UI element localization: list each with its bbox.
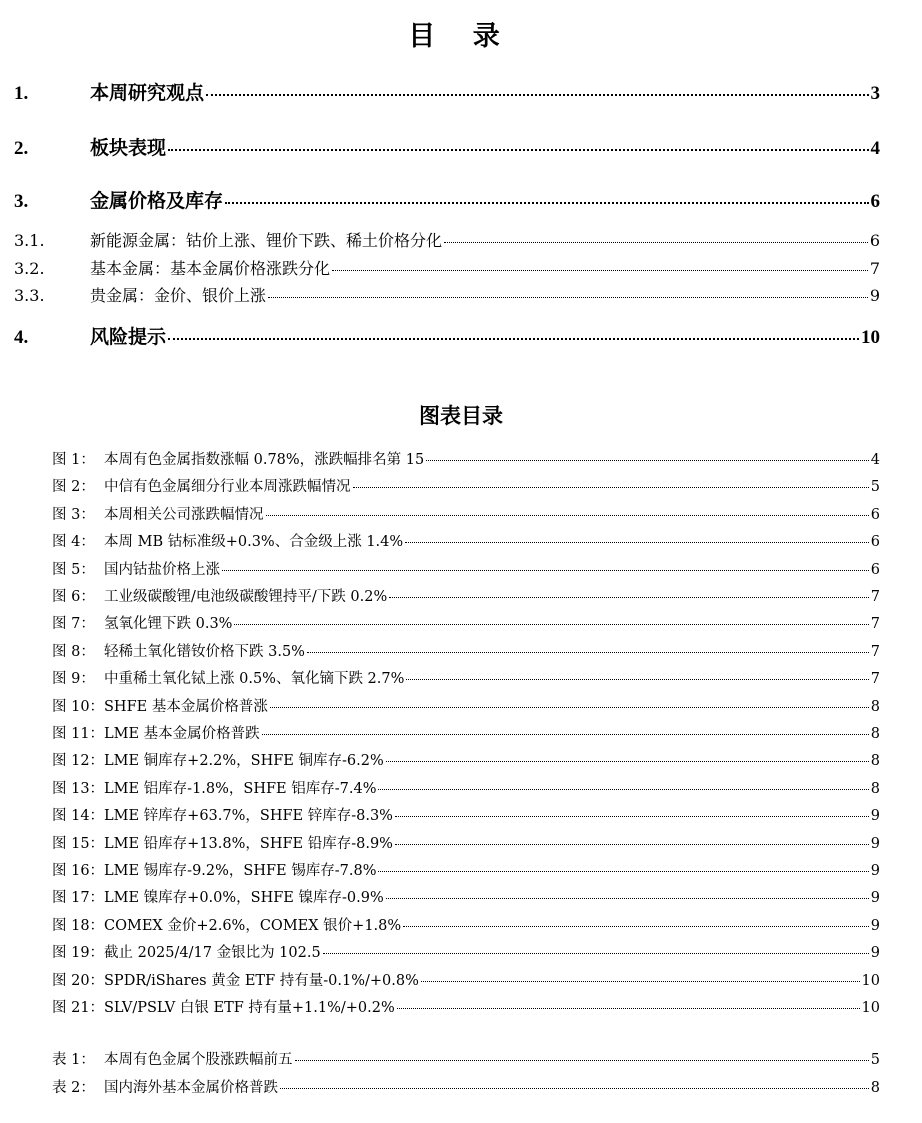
figure-entry[interactable] — [52, 996, 880, 1017]
dot-leader — [403, 926, 869, 927]
dot-leader — [332, 270, 868, 271]
entry-prefix: 图 1： — [52, 452, 95, 468]
toc-entry-page: 3 — [870, 83, 880, 104]
dot-leader — [386, 898, 869, 899]
entry-prefix: 图 10： — [52, 698, 105, 715]
dot-leader — [444, 242, 868, 243]
entry-label: 工业级碳酸锂/电池级碳酸锂持平/下跌 0.2% — [104, 589, 388, 605]
entry-label: 中重稀土氧化铽上涨 0.5%、氧化镝下跌 2.7% — [104, 671, 405, 688]
figure-entry[interactable] — [52, 941, 880, 962]
toc-entry-label: 金属价格及库存 — [90, 191, 224, 212]
toc-entry-number: 3.1. — [14, 231, 45, 250]
entry-page: 6 — [870, 561, 880, 578]
entry-prefix: 图 13： — [52, 780, 105, 797]
entry-prefix: 图 11： — [52, 726, 105, 742]
entry-prefix: 表 2： — [52, 1080, 95, 1096]
toc-entry-page: 9 — [869, 286, 880, 305]
dot-leader — [395, 816, 869, 817]
toc-entry-label: 贵金属：金价、银价上涨 — [90, 286, 267, 305]
entry-page: 10 — [861, 1000, 880, 1016]
entry-label: 国内钴盐价格上涨 — [104, 561, 220, 578]
figures-title: 图表目录 — [419, 403, 503, 428]
entry-label: LME 基本金属价格普跌 — [104, 726, 260, 742]
toc-entry[interactable] — [14, 283, 880, 306]
entry-prefix: 图 14： — [52, 808, 105, 825]
entry-page: 5 — [870, 479, 880, 496]
entry-label: LME 锌库存+63.7%，SHFE 锌库存-8.3% — [104, 808, 393, 825]
figure-entry[interactable] — [52, 749, 880, 770]
toc-entry-page: 10 — [861, 327, 880, 348]
toc-entry-label: 基本金属：基本金属价格涨跌分化 — [90, 259, 331, 278]
entry-prefix: 表 1： — [52, 1052, 95, 1068]
entry-page: 6 — [870, 534, 880, 551]
figure-entry[interactable] — [52, 475, 880, 496]
dot-leader — [378, 871, 868, 872]
dot-leader — [234, 624, 868, 625]
dot-leader — [353, 487, 869, 488]
entry-label: 中信有色金属细分行业本周涨跌幅情况 — [104, 479, 351, 496]
figure-entry[interactable] — [52, 612, 880, 633]
toc-entry-number: 3. — [14, 191, 29, 212]
entry-label: 轻稀土氧化镨钕价格下跌 3.5% — [104, 643, 305, 660]
entry-prefix: 图 7： — [52, 616, 95, 633]
entry-label: 氢氧化锂下跌 0.3% — [104, 616, 233, 633]
dot-leader — [168, 149, 868, 151]
entry-label: 本周 MB 钴标准级+0.3%、合金级上涨 1.4% — [104, 534, 404, 551]
entry-label: 国内海外基本金属价格普跌 — [104, 1080, 278, 1096]
entry-prefix: 图 12： — [52, 753, 105, 770]
toc-entry-page: 6 — [869, 231, 880, 250]
entry-label: LME 锡库存-9.2%，SHFE 锡库存-7.8% — [104, 863, 377, 879]
dot-leader — [270, 707, 869, 708]
entry-prefix: 图 5： — [52, 561, 95, 578]
entry-label: SHFE 基本金属价格普涨 — [104, 698, 268, 715]
dot-leader — [405, 542, 869, 543]
dot-leader — [323, 953, 869, 954]
figure-entry[interactable] — [52, 969, 880, 990]
toc-entry-number: 3.3. — [14, 286, 45, 305]
entry-label: COMEX 金价+2.6%，COMEX 银价+1.8% — [104, 917, 402, 934]
dot-leader — [421, 981, 860, 982]
dot-leader — [295, 1060, 869, 1061]
dot-leader — [268, 297, 868, 298]
dot-leader — [395, 844, 869, 845]
dot-leader — [225, 202, 868, 204]
entry-page: 7 — [870, 671, 880, 688]
entry-label: LME 镍库存+0.0%，SHFE 镍库存-0.9% — [104, 890, 384, 907]
figure-entry[interactable] — [52, 832, 880, 853]
entry-prefix: 图 15： — [52, 835, 105, 852]
toc-entry-label: 本周研究观点 — [90, 83, 205, 104]
dot-leader — [397, 1008, 860, 1009]
entry-page: 9 — [870, 945, 880, 962]
dot-leader — [386, 761, 869, 762]
entry-label: SLV/PSLV 白银 ETF 持有量+1.1%/+0.2% — [104, 1000, 395, 1016]
toc-entry[interactable] — [14, 256, 880, 279]
entry-page: 9 — [870, 863, 880, 879]
entry-prefix: 图 18： — [52, 917, 105, 934]
entry-prefix: 图 17： — [52, 890, 105, 907]
entry-prefix: 图 4： — [52, 534, 95, 551]
figure-entry[interactable] — [52, 585, 880, 606]
entry-label: 截止 2025/4/17 金银比为 102.5 — [104, 945, 321, 962]
entry-page: 8 — [870, 726, 880, 742]
figure-entry[interactable] — [52, 640, 880, 661]
figure-entry[interactable] — [52, 886, 880, 907]
entry-page: 6 — [870, 506, 880, 523]
figure-entry[interactable] — [52, 503, 880, 524]
entry-label: LME 铝库存-1.8%，SHFE 铝库存-7.4% — [104, 780, 377, 797]
figure-entry[interactable] — [52, 667, 880, 688]
entry-page: 7 — [870, 589, 880, 605]
toc-entry[interactable] — [14, 228, 880, 251]
entry-label: 本周相关公司涨跌幅情况 — [104, 506, 264, 523]
toc-entry[interactable] — [14, 186, 880, 213]
entry-page: 8 — [870, 698, 880, 715]
dot-leader — [378, 789, 868, 790]
toc-entry-page: 7 — [869, 259, 880, 278]
entry-page: 4 — [870, 452, 880, 468]
entry-page: 7 — [870, 643, 880, 660]
dot-leader — [168, 338, 859, 340]
entry-prefix: 图 20： — [52, 972, 105, 989]
figure-entry[interactable] — [52, 804, 880, 825]
figure-entry[interactable] — [52, 914, 880, 935]
dot-leader — [307, 652, 869, 653]
dot-leader — [266, 515, 869, 516]
entry-page: 8 — [870, 753, 880, 770]
dot-leader — [280, 1088, 869, 1089]
entry-page: 9 — [870, 835, 880, 852]
toc-entry[interactable] — [14, 133, 880, 160]
figure-entry[interactable] — [52, 530, 880, 551]
entry-label: LME 铜库存+2.2%，SHFE 铜库存-6.2% — [104, 753, 384, 770]
dot-leader — [262, 734, 869, 735]
toc-entry[interactable] — [14, 322, 880, 349]
figure-entry[interactable] — [52, 777, 880, 798]
entry-label: SPDR/iShares 黄金 ETF 持有量-0.1%/+0.8% — [104, 972, 419, 989]
dot-leader — [389, 597, 869, 598]
entry-label: 本周有色金属指数涨幅 0.78%，涨跌幅排名第 15 — [104, 452, 425, 468]
toc-entry-label: 板块表现 — [90, 138, 167, 159]
entry-page: 5 — [870, 1052, 880, 1068]
entry-page: 9 — [870, 890, 880, 907]
entry-page: 7 — [870, 616, 880, 633]
figure-entry[interactable] — [52, 859, 880, 880]
table-entry[interactable] — [52, 1048, 880, 1069]
entry-prefix: 图 8： — [52, 643, 95, 660]
entry-label: 本周有色金属个股涨跌幅前五 — [104, 1052, 293, 1068]
entry-page: 9 — [870, 808, 880, 825]
entry-prefix: 图 2： — [52, 479, 95, 496]
toc-entry-page: 4 — [870, 138, 880, 159]
toc-entry[interactable] — [14, 78, 880, 105]
toc-entry-label: 风险提示 — [90, 327, 167, 348]
figure-entry[interactable] — [52, 722, 880, 743]
table-entry[interactable] — [52, 1076, 880, 1097]
toc-entry-number: 1. — [14, 83, 29, 104]
entry-prefix: 图 9： — [52, 671, 95, 688]
toc-entry-page: 6 — [870, 191, 880, 212]
dot-leader — [222, 570, 869, 571]
dot-leader — [406, 679, 868, 680]
entry-prefix: 图 21： — [52, 1000, 105, 1016]
toc-entry-label: 新能源金属：钴价上涨、锂价下跌、稀土价格分化 — [90, 231, 443, 250]
entry-prefix: 图 6： — [52, 589, 95, 605]
dot-leader — [426, 460, 869, 461]
toc-entry-number: 4. — [14, 327, 29, 348]
figure-entry[interactable] — [52, 558, 880, 579]
toc-entry-number: 2. — [14, 138, 29, 159]
toc-entry-number: 3.2. — [14, 259, 45, 278]
entry-prefix: 图 19： — [52, 945, 105, 962]
entry-label: LME 铅库存+13.8%，SHFE 铅库存-8.9% — [104, 835, 393, 852]
figure-entry[interactable] — [52, 695, 880, 716]
dot-leader — [206, 94, 868, 96]
entry-page: 8 — [870, 1080, 880, 1096]
entry-page: 8 — [870, 780, 880, 797]
figure-entry[interactable] — [52, 448, 880, 469]
toc-title: 目 录 — [408, 21, 514, 52]
entry-page: 9 — [870, 917, 880, 934]
entry-prefix: 图 3： — [52, 506, 95, 523]
entry-page: 10 — [861, 972, 880, 989]
entry-prefix: 图 16： — [52, 863, 105, 879]
